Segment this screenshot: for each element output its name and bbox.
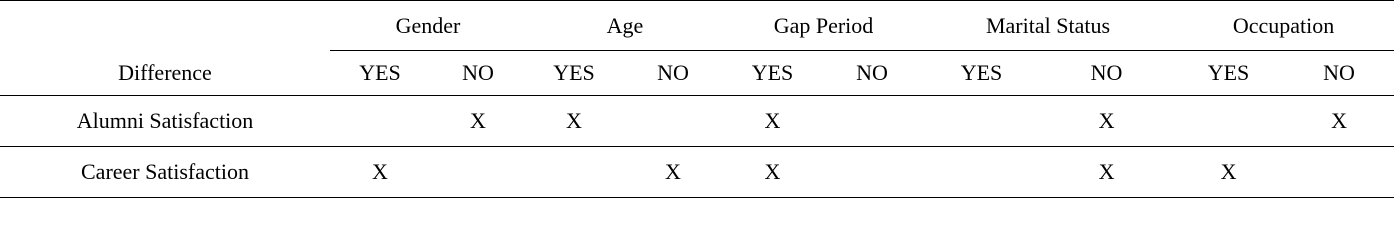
- table-cell: [1173, 96, 1284, 147]
- table-cell: [1284, 147, 1394, 198]
- group-header-gap-period: Gap Period: [724, 1, 923, 51]
- table-cell: [821, 147, 923, 198]
- group-header-age: Age: [526, 1, 724, 51]
- sub-header-occupation-no: NO: [1284, 51, 1394, 96]
- table-cell: X: [430, 96, 526, 147]
- table-cell: X: [1173, 147, 1284, 198]
- table-cell: X: [1040, 147, 1173, 198]
- group-header-gender: Gender: [330, 1, 526, 51]
- table-cell: [821, 96, 923, 147]
- sub-header-marital-no: NO: [1040, 51, 1173, 96]
- sub-header-occupation-yes: YES: [1173, 51, 1284, 96]
- table-cell: [526, 147, 622, 198]
- sub-header-gap-no: NO: [821, 51, 923, 96]
- table-cell: [923, 147, 1040, 198]
- table-cell: X: [724, 147, 821, 198]
- table-cell: X: [724, 96, 821, 147]
- table-cell: X: [622, 147, 724, 198]
- group-header-occupation: Occupation: [1173, 1, 1394, 51]
- table-row-career-satisfaction: [0, 147, 1394, 198]
- table-cell: [622, 96, 724, 147]
- sub-header-gap-yes: YES: [724, 51, 821, 96]
- table-cell: X: [1284, 96, 1394, 147]
- table-cell: X: [526, 96, 622, 147]
- corner-header-difference: Difference: [0, 1, 330, 96]
- table-cell: [923, 96, 1040, 147]
- table-cell: X: [1040, 96, 1173, 147]
- group-header-row: [0, 1, 1394, 51]
- sub-header-age-yes: YES: [526, 51, 622, 96]
- sub-header-gender-yes: YES: [330, 51, 430, 96]
- table-cell: [330, 96, 430, 147]
- sub-header-age-no: NO: [622, 51, 724, 96]
- sub-header-gender-no: NO: [430, 51, 526, 96]
- table-row-alumni-satisfaction: [0, 96, 1394, 147]
- group-header-marital-status: Marital Status: [923, 1, 1173, 51]
- row-label: Career Satisfaction: [0, 147, 330, 198]
- sub-header-marital-yes: YES: [923, 51, 1040, 96]
- table-cell: [430, 147, 526, 198]
- table-cell: X: [330, 147, 430, 198]
- row-label: Alumni Satisfaction: [0, 96, 330, 147]
